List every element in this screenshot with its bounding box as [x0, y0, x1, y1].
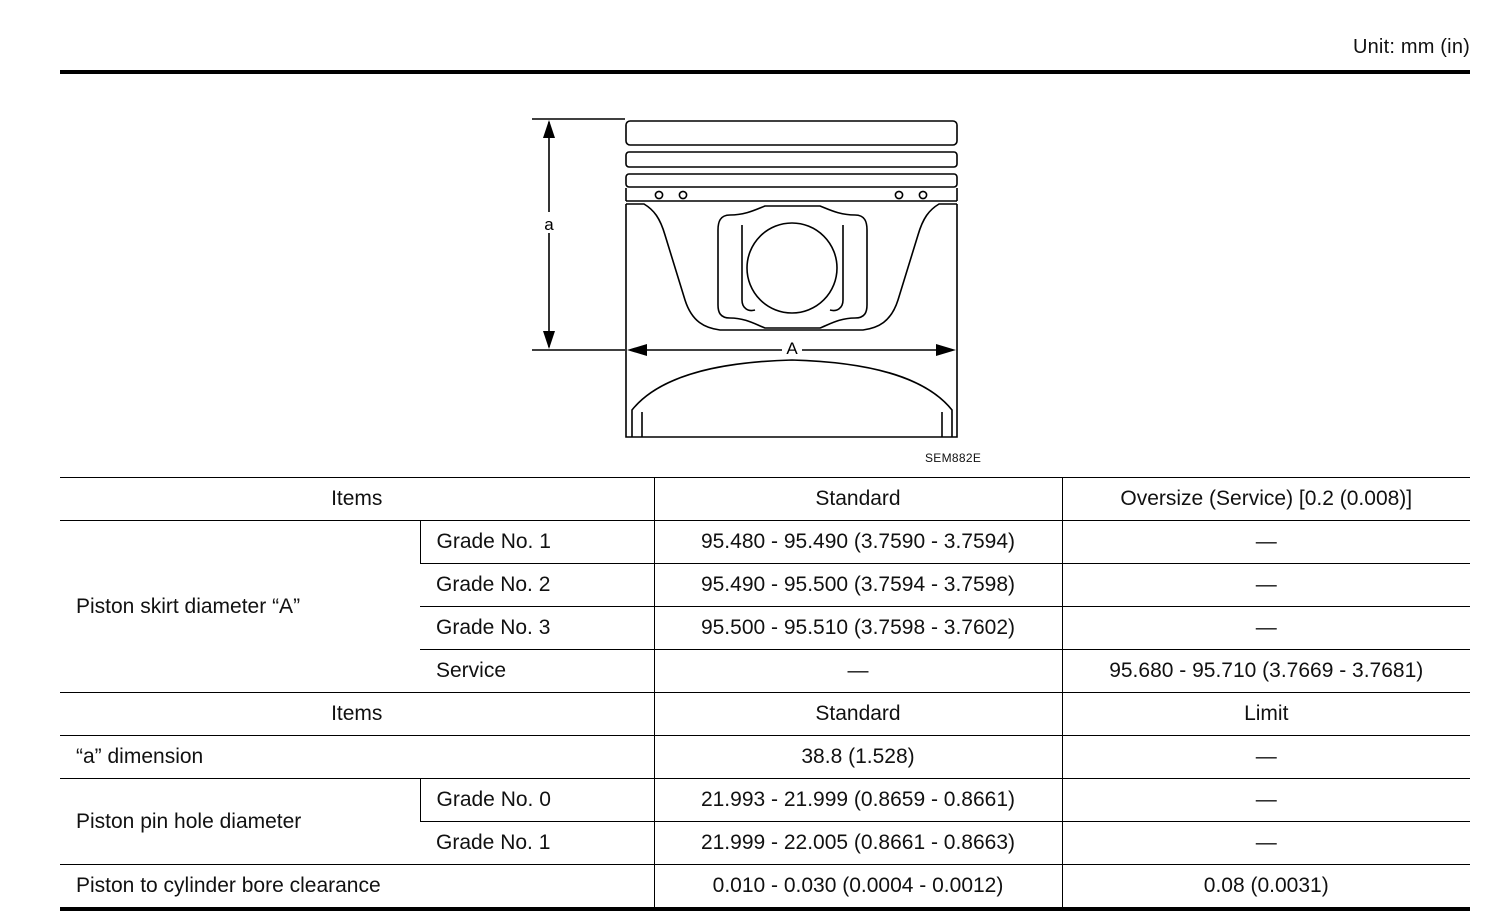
header-limit: Limit — [1062, 693, 1470, 736]
header-items: Items — [60, 478, 654, 521]
pin-hole-label: Piston pin hole diameter — [60, 779, 420, 865]
grade-cell: Grade No. 1 — [420, 822, 654, 865]
standard-cell: 0.010 - 0.030 (0.0004 - 0.0012) — [654, 865, 1062, 910]
height-label: a — [544, 215, 554, 234]
arrow-head-left — [627, 344, 647, 356]
pin-hole — [747, 223, 837, 313]
ring-land-2 — [626, 152, 957, 167]
piston-spec-table — [60, 477, 1470, 911]
table-row — [60, 521, 1470, 564]
figure-code: SEM882E — [925, 451, 982, 465]
oil-hole — [919, 191, 926, 198]
oversize-cell: — — [1062, 564, 1470, 607]
a-dimension-label: “a” dimension — [60, 736, 654, 779]
header-items: Items — [60, 693, 654, 736]
standard-cell: 95.480 - 95.490 (3.7590 - 3.7594) — [654, 521, 1062, 564]
width-label: A — [786, 339, 798, 358]
piston-crown — [626, 121, 957, 145]
ring-land-3 — [626, 174, 957, 187]
oil-hole — [895, 191, 902, 198]
standard-cell: — — [654, 650, 1062, 693]
grade-cell: Grade No. 3 — [420, 607, 654, 650]
pin-boss — [718, 206, 867, 328]
oil-hole — [679, 191, 686, 198]
arrow-head-bottom — [543, 331, 555, 349]
unit-label: Unit: mm (in) — [1352, 36, 1470, 58]
limit-cell: — — [1062, 779, 1470, 822]
piston-body-outline — [626, 204, 957, 437]
oversize-cell: — — [1062, 521, 1470, 564]
arrow-head-top — [543, 120, 555, 138]
piston-drawing — [520, 100, 1000, 470]
oil-hole — [655, 191, 662, 198]
oversize-cell: — — [1062, 607, 1470, 650]
standard-cell: 95.490 - 95.500 (3.7594 - 3.7598) — [654, 564, 1062, 607]
table-row — [60, 779, 1470, 822]
standard-cell: 38.8 (1.528) — [654, 736, 1062, 779]
skirt-bottom-arc — [632, 360, 952, 437]
header-oversize: Oversize (Service) [0.2 (0.008)] — [1062, 478, 1470, 521]
oversize-cell: 95.680 - 95.710 (3.7669 - 3.7681) — [1062, 650, 1470, 693]
table-row — [60, 865, 1470, 910]
limit-cell: 0.08 (0.0031) — [1062, 865, 1470, 910]
standard-cell: 95.500 - 95.510 (3.7598 - 3.7602) — [654, 607, 1062, 650]
table-header-row — [60, 693, 1470, 736]
standard-cell: 21.993 - 21.999 (0.8659 - 0.8661) — [654, 779, 1062, 822]
grade-cell: Grade No. 1 — [420, 521, 654, 564]
grade-cell: Grade No. 0 — [420, 779, 654, 822]
header-standard: Standard — [654, 478, 1062, 521]
standard-cell: 21.999 - 22.005 (0.8661 - 0.8663) — [654, 822, 1062, 865]
limit-cell: — — [1062, 736, 1470, 779]
grade-cell: Service — [420, 650, 654, 693]
grade-cell: Grade No. 2 — [420, 564, 654, 607]
table-header-row — [60, 478, 1470, 521]
header-standard: Standard — [654, 693, 1062, 736]
piston-diagram — [520, 100, 1000, 470]
skirt-diameter-label: Piston skirt diameter “A” — [60, 521, 420, 693]
arrow-head-right — [936, 344, 956, 356]
clearance-label: Piston to cylinder bore clearance — [60, 865, 654, 910]
header-divider — [60, 70, 1470, 74]
table-row — [60, 736, 1470, 779]
limit-cell: — — [1062, 822, 1470, 865]
